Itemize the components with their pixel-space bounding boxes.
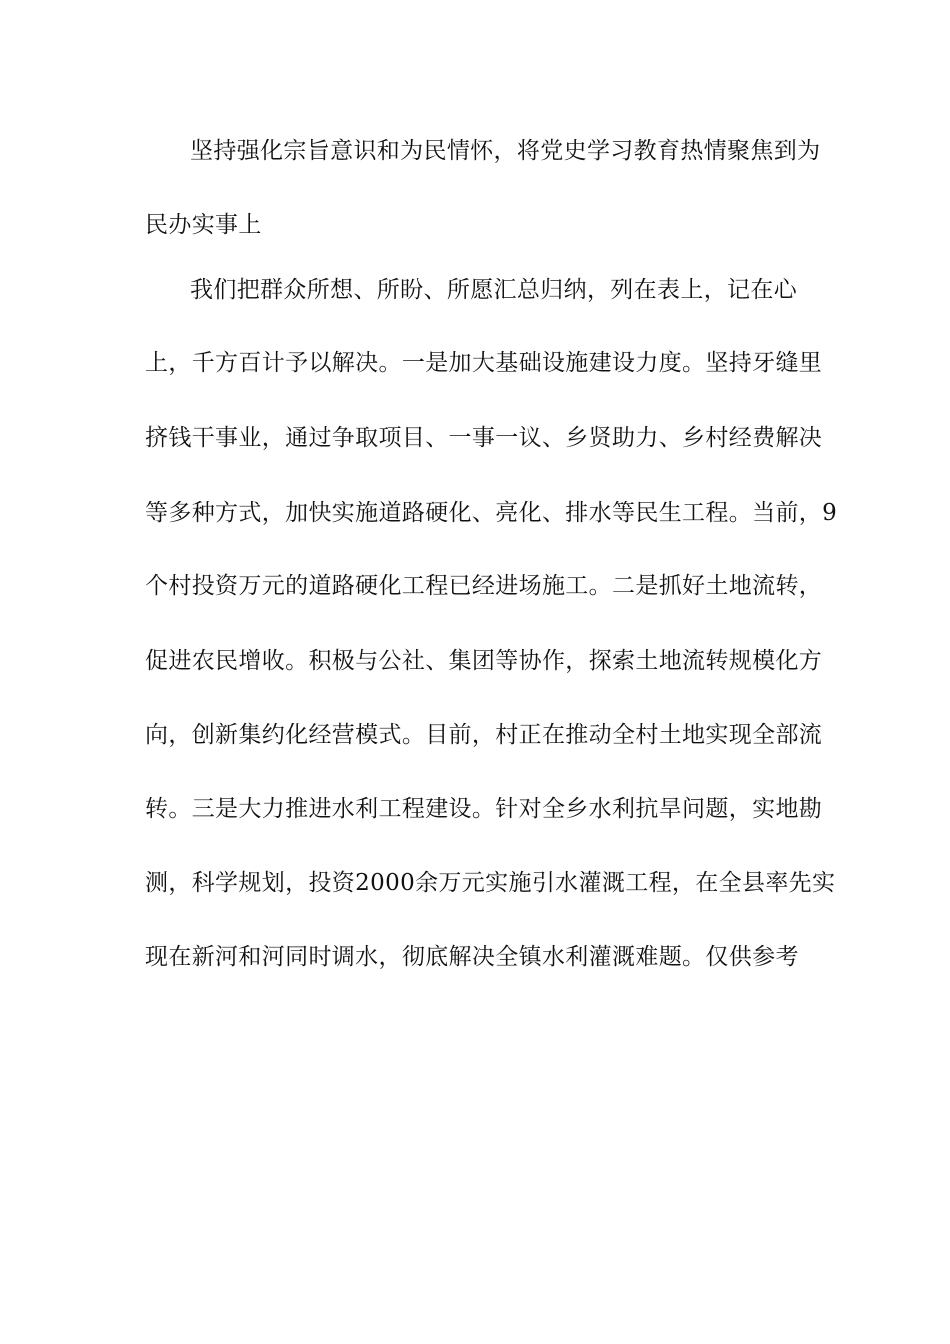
body-line-6: 促进农民增收。积极与公社、集团等协作，探索土地流转规模化方	[145, 648, 823, 674]
heading-line-2: 民办实事上	[145, 212, 262, 238]
body-line-7: 向，创新集约化经营模式。目前，村正在推动全村土地实现全部流	[145, 722, 823, 748]
body-line-4: 等多种方式，加快实施道路硬化、亮化、排水等民生工程。当前，9	[145, 500, 838, 526]
heading-line-1: 坚持强化宗旨意识和为民情怀，将党史学习教育热情聚焦到为	[190, 138, 821, 164]
body-line-8: 转。三是大力推进水利工程建设。针对全乡水利抗旱问题，实地勘	[145, 796, 823, 822]
body-line-1: 我们把群众所想、所盼、所愿汇总归纳，列在表上，记在心	[190, 277, 798, 303]
body-line-9: 测，科学规划，投资2000余万元实施引水灌溉工程，在全县率先实	[145, 870, 836, 896]
body-line-3: 挤钱干事业，通过争取项目、一事一议、乡贤助力、乡村经费解决	[145, 425, 823, 451]
body-line-10: 现在新河和河同时调水，彻底解决全镇水利灌溉难题。仅供参考	[145, 944, 799, 970]
body-line-5: 个村投资万元的道路硬化工程已经进场施工。二是抓好土地流转，	[145, 573, 823, 599]
body-line-2: 上，千方百计予以解决。一是加大基础设施建设力度。坚持牙缝里	[145, 350, 823, 376]
